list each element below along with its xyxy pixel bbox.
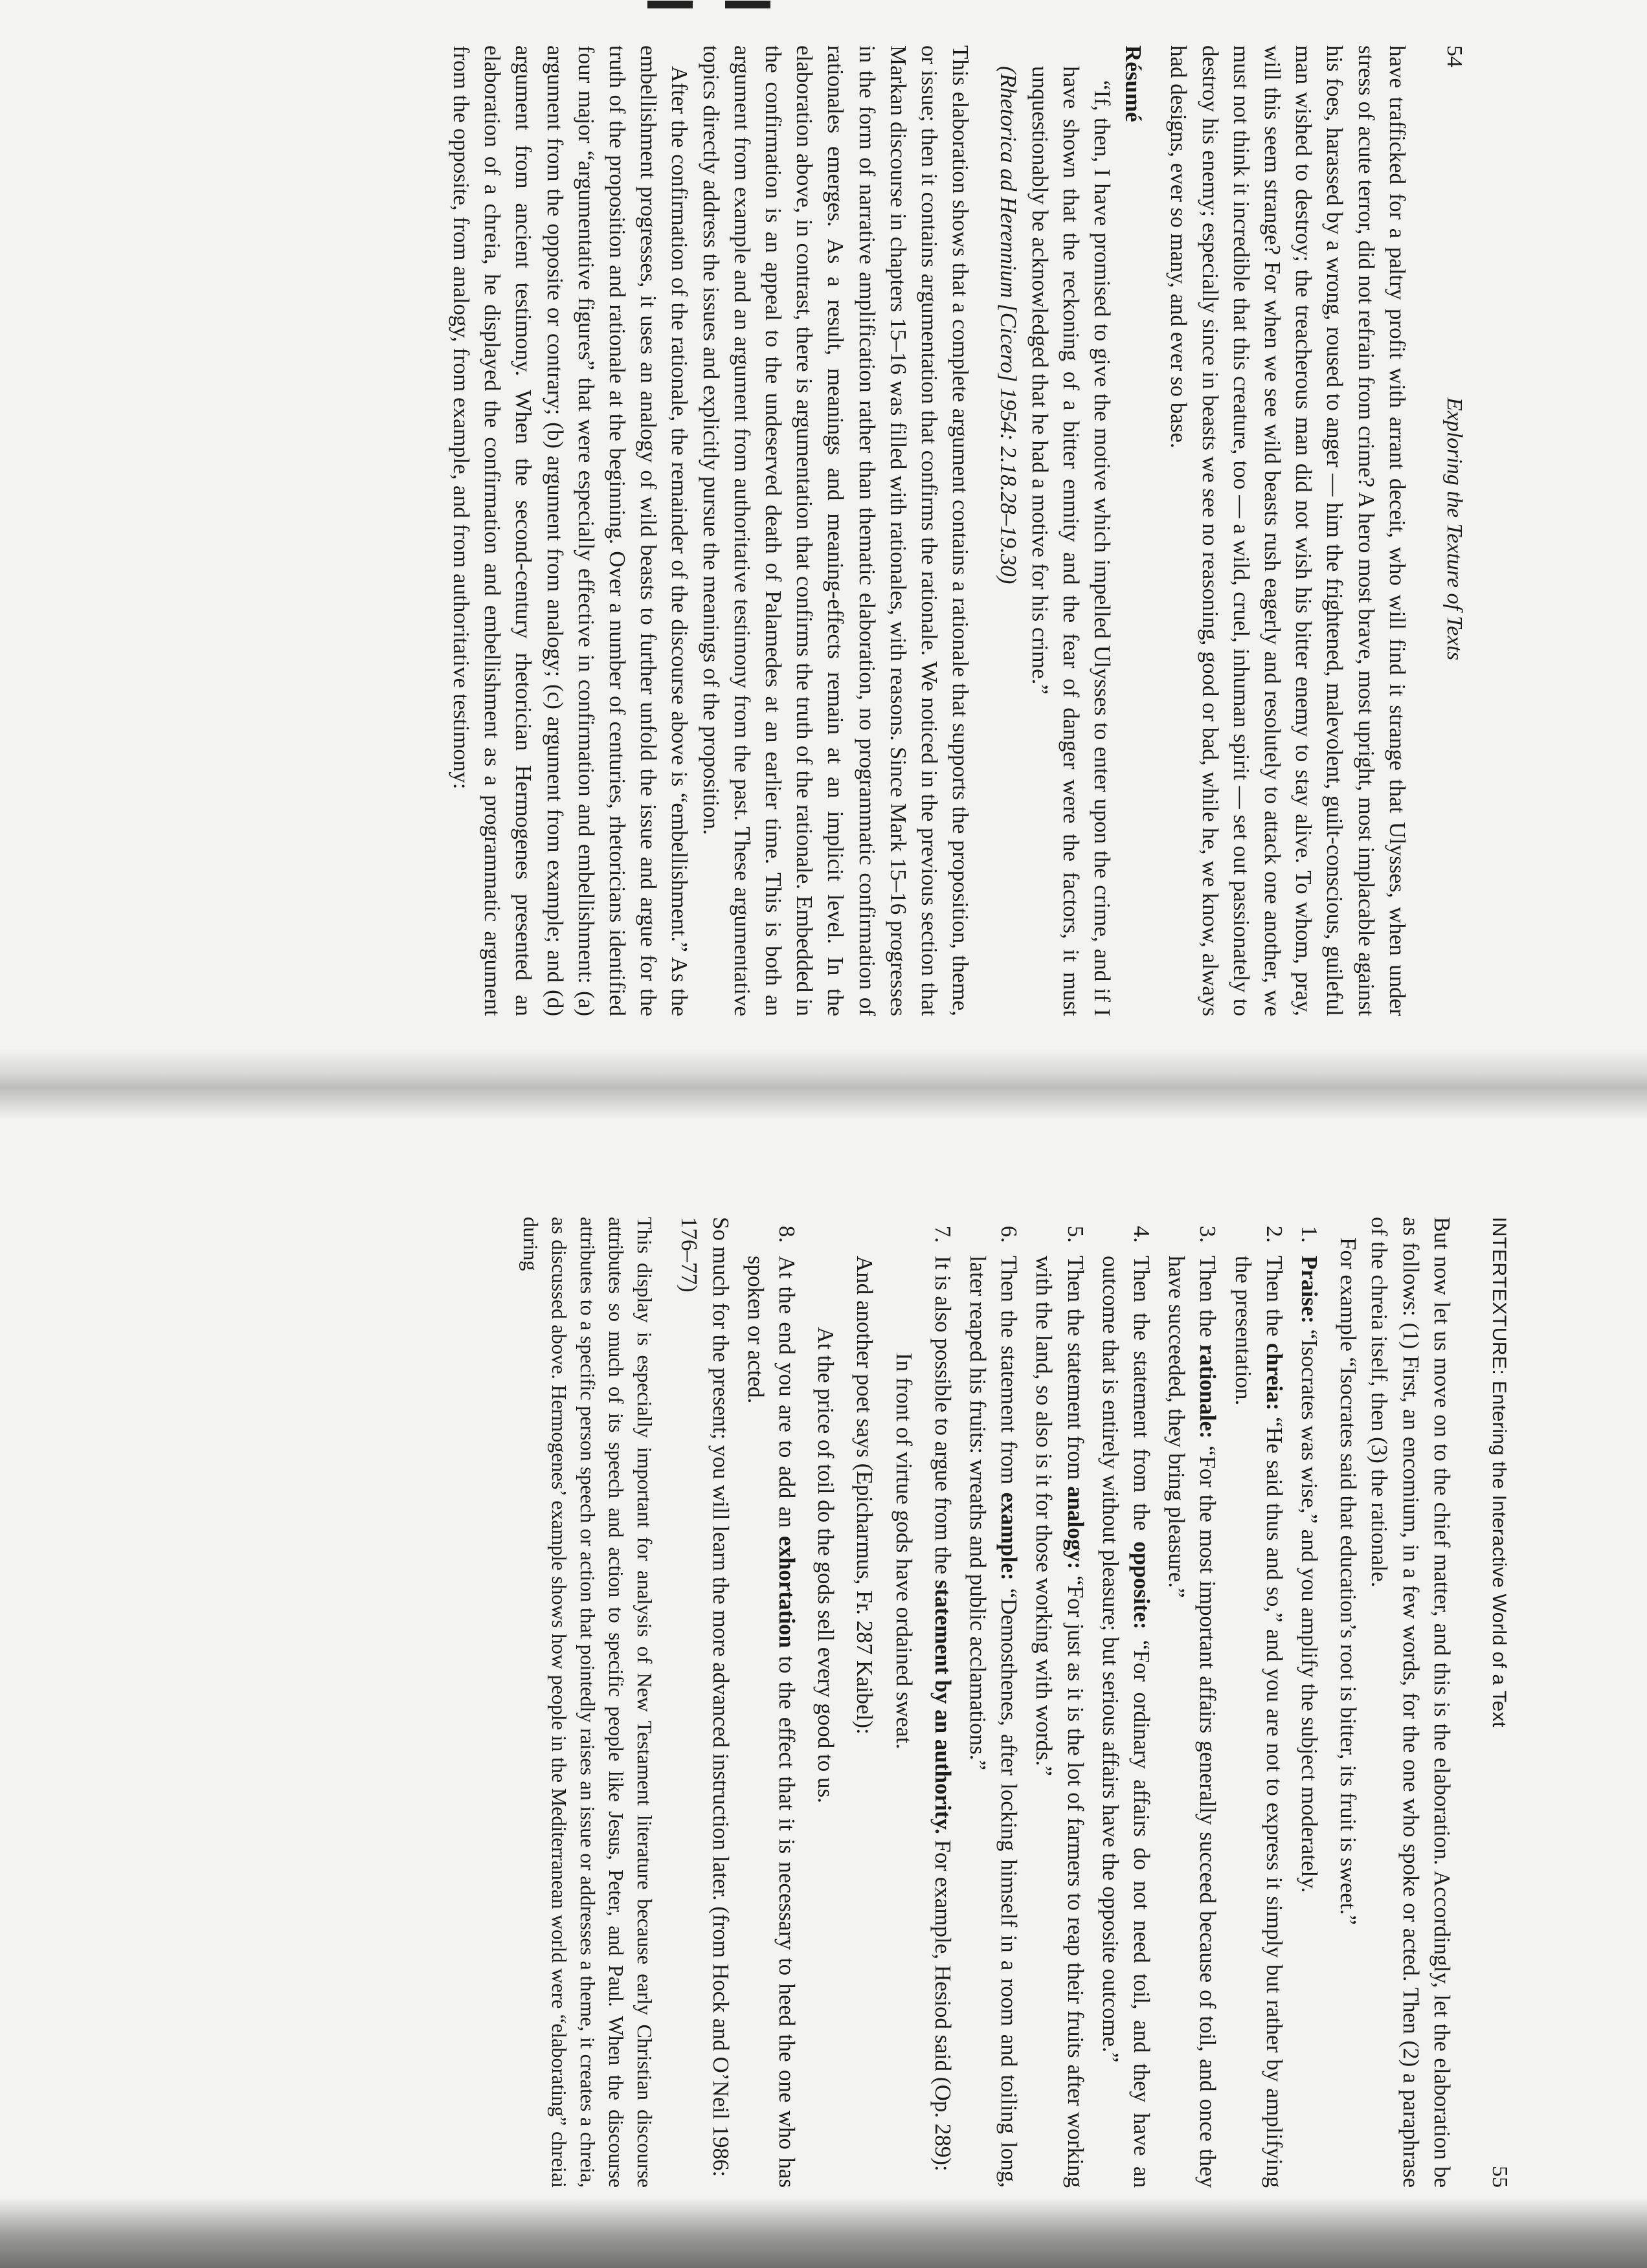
list-item: 4. Then the statement from the opposite: “For ordinary affairs do not need toil, and they have an outcome that is entirely without pleasure; but serious affairs have the opposite outcome.” — [1095, 1217, 1157, 2188]
step-term: chreia: — [1261, 1342, 1287, 1411]
step-text: “For ordinary affairs do not need toil, and they have an outcome that is entirely without pleasure; but serious affairs have the opposite outcome.” — [1097, 1256, 1154, 2188]
step-term: exhortation — [774, 1535, 800, 1648]
list-item: 8. At the end you are to add an exhortation to the effect that it is necessary to heed the one who has spoken or acted. — [740, 1217, 802, 2188]
block-quote — [992, 66, 1117, 1016]
paragraph: So much for the present; you will learn the more advanced instruction later. (from Hock and O’Neil 1986: 176–77) — [677, 1217, 734, 2177]
page-54 — [45, 45, 1470, 1016]
step-text: to the effect that it is necessary to heed the one who has spoken or acted. — [743, 1256, 800, 2188]
list-item: 5. Then the statement from analogy: “For just as it is the lot of farmers to reap their fruits after working with the land, so also is it for those working with words.” — [1028, 1217, 1090, 2188]
quote-citation: (Rhetorica ad Herennium [Cicero] 1954: 2.18.28–19.30) — [996, 66, 1022, 584]
list-number: 8. — [774, 1225, 800, 1243]
section-heading: Résumé — [1121, 45, 1147, 122]
step-text: “He said thus and so,” and you are not to express it simply but rather by amplifying the presentation. — [1230, 1256, 1287, 2188]
paragraph: For example “Isocrates said that education’s root is bitter, its fruit is sweet.” — [1336, 1238, 1361, 1925]
list-item: 3. Then the rationale: “For the most important affairs generally succeed because of toil, and once they have succeeded, they bring pleasure.” — [1161, 1217, 1223, 2188]
list-item — [1294, 1217, 1325, 2188]
list-item: 6. Then the statement from example: “Demosthenes, after locking himself in a room and toiling long, later reaped his fruits: wreaths and public acclamations.” — [962, 1217, 1024, 2188]
list-number: 4. — [1128, 1225, 1154, 1243]
step-term: example: — [996, 1492, 1022, 1581]
list-item: 2. Then the chreia: “He said thus and so,” and you are not to express it simply but rather by amplifying the presentation. — [1227, 1217, 1289, 2188]
step-term: analogy: — [1062, 1486, 1088, 1570]
list-number: 5. — [1062, 1225, 1088, 1243]
list-item: 7. It is also possible to argue from the statement by an authority. For example, Hesiod said (Op. 289): In front of virtue gods have ordained sweat. And another poet says (Epicharmus, Fr. 287 Kaibel): At the price of toil do the gods sell every good to us. — [810, 1217, 958, 2188]
running-title: Exploring the Texture of Texts — [1442, 397, 1466, 661]
step-text: “For just as it is the lot of farmers to reap their fruits after working with the land, so also is it for those working with words.” — [1031, 1256, 1088, 2188]
list-number: 2. — [1261, 1225, 1287, 1243]
quote-text: “If, then, I have promised to give the motive which impelled Ulysses to enter upon the crime, and if I have shown that the reckoning of a bitter enmity and the fear of danger were the factors, it must unquestionably be acknowledged that he had a motive for his crime.” — [1027, 66, 1115, 1016]
paragraph: But now let us move on to the chief matter, and this is the elaboration. Accordingly, let the elaboration be as follows: (1) First, an encomium, in a few words, for the one who spoke or acted. Then (2) a paraphrase of the chreia itself, then (3) the rationale. — [1367, 1217, 1455, 2188]
verse-quote: In front of virtue gods have ordained sweat. — [891, 1353, 917, 1750]
running-head-54 — [1439, 45, 1470, 1016]
step-term: statement by an authority. — [930, 1579, 956, 1834]
paragraph: have trafficked for a paltry profit with arrant deceit, who will find it strange that Ulysses, when under stress of acute terror, did not refrain from crime? A hero most brave, most upright, most implacable against his foes, harassed by a wrong, roused to anger — him the frightened, malevolent, guilt-conscious, guileful man wished to destroy; the treacherous man did not wish his bitter enemy to stay alive. To whom, pray, will this seem strange? For when we see wild beasts rush eagerly and resolutely to attack one another, we must not think it incredible that this creature, too — a wild, cruel, inhuman spirit — set out passionately to destroy his enemy; especially since in beasts we see no reasoning, good or bad, while he, we know, always had designs, ever so many, and ever so base. — [1166, 45, 1410, 1016]
step-term: rationale: — [1195, 1344, 1221, 1439]
step-term: opposite: — [1128, 1541, 1154, 1630]
list-number: 7. — [930, 1225, 956, 1243]
scan-edge-marks — [647, 0, 803, 9]
step-text: For example, Hesiod said (Op. 289): — [930, 1834, 956, 2172]
page-number: 55 — [1488, 2166, 1512, 2188]
elaboration-steps — [740, 1217, 1325, 2188]
list-number: 1. — [1296, 1225, 1322, 1243]
verse-quote: At the price of toil do the gods sell every good to us. — [813, 1327, 839, 1803]
page-edge-shadow — [0, 2197, 1647, 2268]
step-text: “Demosthenes, after locking himself in a room and toiling long, later reaped his fruits: wreaths and public acclamations.” — [965, 1256, 1022, 2188]
running-head-55 — [1483, 1217, 1515, 2188]
page-number: 54 — [1442, 45, 1466, 67]
paragraph: This display is especially important for analysis of New Testament literature because early Christian discourse attributes so much of its speech and action to specific people like Jesus, Peter, and Paul. When the discourse attributes to a specific person speech or action that pointedly raises an issue or addresses a theme, it creates a chreia, as discussed above. Hermogenes’ example shows how people in the Mediterranean world were “elaborating” chreiai during — [519, 1217, 657, 2188]
step-term: Praise: — [1296, 1256, 1322, 1324]
list-number: 3. — [1195, 1225, 1221, 1243]
book-gutter-fold — [0, 1049, 1647, 1120]
step-text: “For the most important affairs generally succeed because of toil, and once they have succeeded, they bring pleasure.” — [1164, 1256, 1221, 2188]
page-55 — [65, 1217, 1515, 2188]
paragraph: And another poet says (Epicharmus, Fr. 287 Kaibel): — [852, 1256, 878, 1735]
list-number: 6. — [996, 1225, 1022, 1243]
running-title: INTERTEXTURE: Entering the Interactive World of a Text — [1488, 1217, 1510, 1728]
paragraph: This elaboration shows that a complete argument contains a rationale that supports the proposition, theme, or issue; then it contains argumentation that confirms the rationale. We noticed in the previous section that Markan discourse in chapters 15–16 was filled with rationales, with reasons. Since Mark 15–16 progresses in the form of narrative amplification rather than thematic elaboration, no programmatic confirmation of rationales emerges. As a result, meanings and meaning-effects remain at an implicit level. In the elaboration above, in contrast, there is argumentation that confirms the truth of the rationale. Embedded in the confirmation is an appeal to the undeserved death of Palamedes at an earlier time. This is both an argument from example and an argument from authoritative testimony from the past. These argumentative topics directly address the issues and explicitly pursue the meanings of the proposition. — [698, 45, 974, 1016]
paragraph: After the confirmation of the rationale, the remainder of the discourse above is “embellishment.” As the embellishment progresses, it uses an analogy of wild beasts to further unfold the issue and argue for the truth of the proposition and rationale at the beginning. Over a number of centuries, rhetoricians identified four major “argumentative figures” that were especially effective in confirmation and embellishment: (a) argument from the opposite or contrary; (b) argument from analogy; (c) argument from example; and (d) argument from ancient testimony. When the second-century rhetorician Hermogenes presented an elaboration of a chreia, he displayed the confirmation and embellishment as a programmatic argument from the opposite, from analogy, from example, and from authoritative testimony: — [448, 45, 693, 1016]
step-text: “Isocrates was wise,” and you amplify the subject moderately. — [1296, 1323, 1322, 1893]
